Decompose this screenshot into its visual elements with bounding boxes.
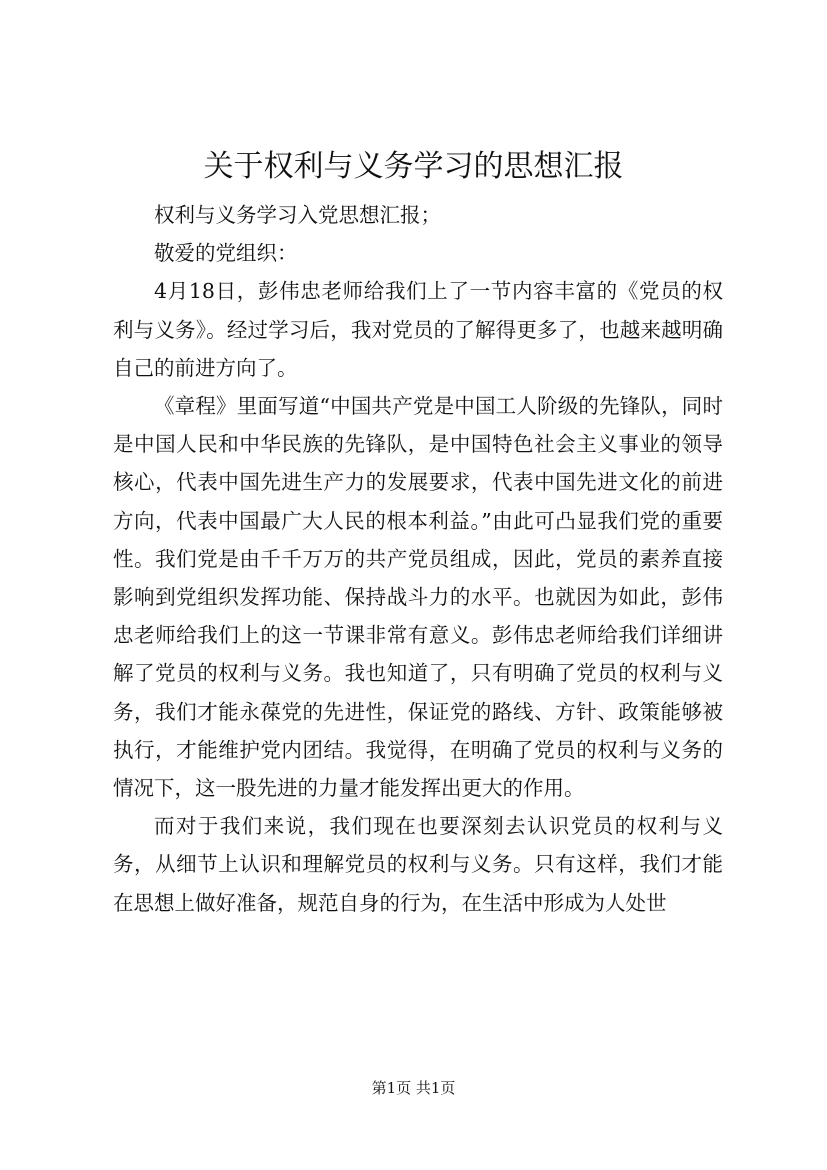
page-footer: [0, 1078, 827, 1098]
document-body: [113, 196, 723, 922]
salutation: 敬爱的党组织：: [154, 241, 298, 266]
paragraph-2: 《章程》里面写道“中国共产党是中国工人阶级的先锋队，同时是中国人民和中华民族的先锋队，是中国特色社会主义事业的领导核心，代表中国先进生产力的发展要求，代表中国先进文化的前进方向，代表中国最广大人民的根本利益。”由此可凸显我们党的重要性。我们党是由千千万万的共产党员组成，因此，党员的素养直接影响到党组织发挥功能、保持战斗力的水平。也就因为如此，彭伟忠老师给我们上的这一节课非常有意义。彭伟忠老师给我们详细讲解了党员的权利与义务。我也知道了，只有明确了党员的权利与义务，我们才能永葆党的先进性，保证党的路线、方针、政策能够被执行，才能维护党内团结。我觉得，在明确了党员的权利与义务的情况下，这一股先进的力量才能发挥出更大的作用。: [113, 394, 723, 801]
paragraph-3: 而对于我们来说，我们现在也要深刻去认识党员的权利与义务，从细节上认识和理解党员的权利与义务。只有这样，我们才能在思想上做好准备，规范自身的行为，在生活中形成为人处世: [113, 814, 723, 915]
page-number: 第1页 共1页: [371, 1079, 456, 1097]
paragraph-1: 4月18日，彭伟忠老师给我们上了一节内容丰富的《党员的权利与义务》。经过学习后，我对党员的了解得更多了，也越来越明确自己的前进方向了。: [113, 279, 723, 380]
document-title: 关于权利与义务学习的思想汇报: [203, 149, 624, 184]
subtitle-line: 权利与义务学习入党思想汇报；: [154, 203, 441, 227]
